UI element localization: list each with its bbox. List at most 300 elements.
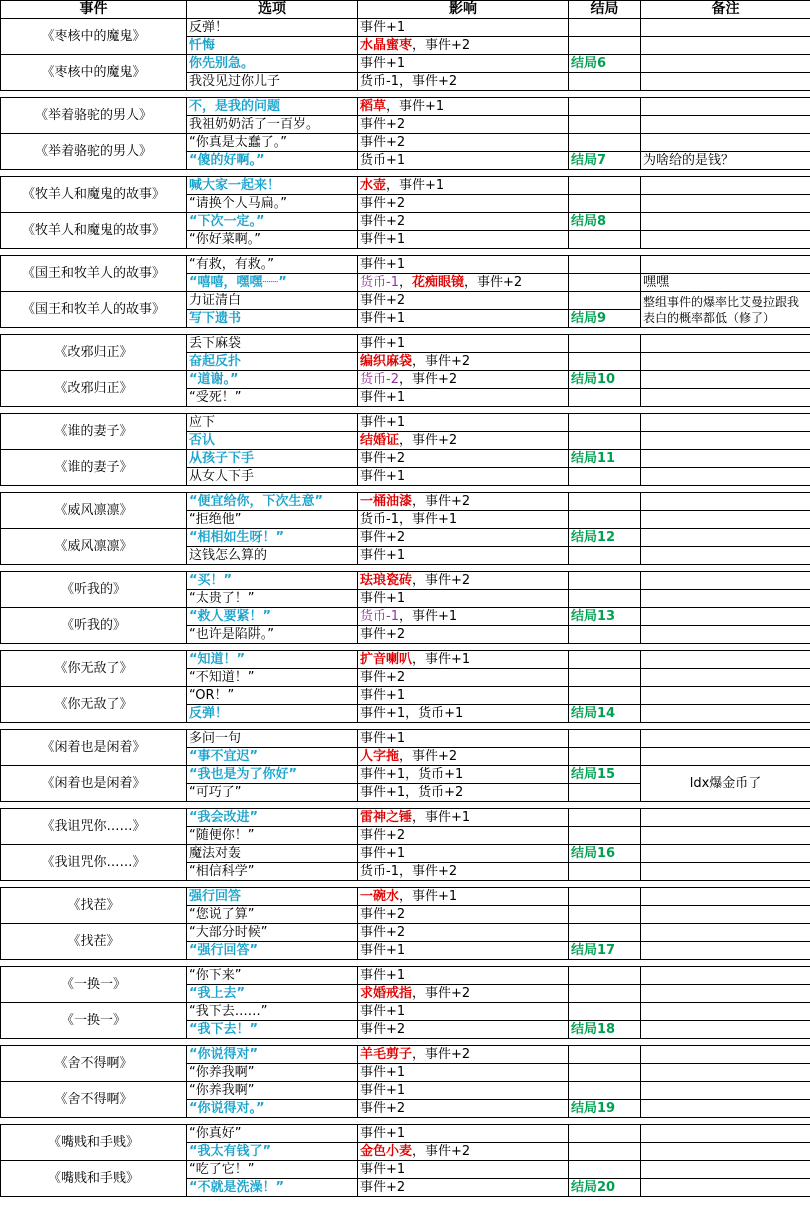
effect-cell bbox=[358, 292, 569, 310]
effect-cell bbox=[358, 888, 569, 906]
effect-text: 货币-2 bbox=[360, 372, 399, 387]
item-reward: 珐琅瓷砖 bbox=[360, 573, 413, 588]
note-cell bbox=[641, 1064, 810, 1082]
effect-text: 事件+2 bbox=[360, 214, 406, 229]
item-reward: 求婚戒指 bbox=[360, 986, 413, 1001]
table-row bbox=[1, 414, 810, 432]
effect-text: 事件+2 bbox=[360, 135, 406, 150]
effect-text: 事件+2 bbox=[360, 828, 406, 843]
note-cell bbox=[641, 730, 810, 748]
section-gap bbox=[1, 723, 810, 730]
option-cell: “知道！” bbox=[187, 651, 358, 669]
event-cell: 《一换一》 bbox=[1, 1003, 187, 1039]
ending-cell bbox=[569, 414, 641, 432]
note-cell bbox=[641, 572, 810, 590]
effect-text: 事件+2 bbox=[360, 1180, 406, 1195]
option-cell: 魔法对轰 bbox=[187, 845, 358, 863]
effect-text: ，事件+2 bbox=[412, 494, 471, 509]
event-cell: 《闲着也是闲着》 bbox=[1, 766, 187, 802]
note-cell bbox=[641, 687, 810, 705]
option-cell: “我太有钱了” bbox=[187, 1143, 358, 1161]
ending-cell bbox=[569, 1082, 641, 1100]
effect-cell bbox=[358, 1161, 569, 1179]
table-row bbox=[1, 213, 810, 231]
ending-cell bbox=[569, 809, 641, 827]
option-cell: “你养我啊” bbox=[187, 1082, 358, 1100]
table-row bbox=[1, 55, 810, 73]
ending-cell bbox=[569, 590, 641, 608]
option-cell: “事不宜迟” bbox=[187, 748, 358, 766]
effect-cell bbox=[358, 177, 569, 195]
option-cell: “相信科学” bbox=[187, 863, 358, 881]
effect-text: 事件+2 bbox=[360, 1101, 406, 1116]
table-header bbox=[1, 1, 810, 19]
effect-text: 事件+1 bbox=[360, 390, 406, 405]
table-row bbox=[1, 809, 810, 827]
note-cell bbox=[641, 414, 810, 432]
event-cell: 《我诅咒你……》 bbox=[1, 809, 187, 845]
note-cell bbox=[641, 863, 810, 881]
section-gap bbox=[1, 170, 810, 177]
effect-text: ，事件+2 bbox=[412, 38, 471, 53]
effect-text: 事件+2 bbox=[360, 907, 406, 922]
effect-cell bbox=[358, 1125, 569, 1143]
event-cell: 《找茬》 bbox=[1, 924, 187, 960]
effect-cell bbox=[358, 152, 569, 170]
effect-cell bbox=[358, 687, 569, 705]
effect-cell bbox=[358, 389, 569, 407]
option-cell: “有救，有救。” bbox=[187, 256, 358, 274]
ending-cell bbox=[569, 353, 641, 371]
event-cell: 《威风凛凛》 bbox=[1, 529, 187, 565]
effect-cell bbox=[358, 730, 569, 748]
note-cell bbox=[641, 1179, 810, 1197]
ending-cell bbox=[569, 468, 641, 486]
option-cell: 从孩子下手 bbox=[187, 450, 358, 468]
note-cell bbox=[641, 371, 810, 389]
effect-text: 事件+2 bbox=[360, 196, 406, 211]
ending-cell bbox=[569, 730, 641, 748]
section-gap bbox=[1, 565, 810, 572]
effect-cell bbox=[358, 967, 569, 985]
event-cell: 《枣核中的魔鬼》 bbox=[1, 55, 187, 91]
table-row bbox=[1, 687, 810, 705]
effect-cell bbox=[358, 529, 569, 547]
effect-text: 货币-1 bbox=[360, 609, 399, 624]
ending-cell bbox=[569, 669, 641, 687]
event-cell: 《听我的》 bbox=[1, 608, 187, 644]
option-cell: “不知道！” bbox=[187, 669, 358, 687]
option-cell: “可巧了” bbox=[187, 784, 358, 802]
table-row bbox=[1, 371, 810, 389]
note-cell bbox=[641, 55, 810, 73]
event-cell: 《国王和牧羊人的故事》 bbox=[1, 292, 187, 328]
table-row bbox=[1, 177, 810, 195]
effect-text: 事件+1 bbox=[360, 232, 406, 247]
effect-cell bbox=[358, 1003, 569, 1021]
effect-cell bbox=[358, 274, 569, 292]
ending-cell bbox=[569, 116, 641, 134]
effect-cell bbox=[358, 1064, 569, 1082]
effect-cell bbox=[358, 73, 569, 91]
option-cell: 我祖奶奶活了一百岁。 bbox=[187, 116, 358, 134]
effect-text: 事件+2 bbox=[360, 117, 406, 132]
effect-cell bbox=[358, 371, 569, 389]
ending-cell bbox=[569, 177, 641, 195]
option-cell: “我下去！” bbox=[187, 1021, 358, 1039]
effect-text: 事件+2 bbox=[360, 293, 406, 308]
note-cell bbox=[641, 985, 810, 1003]
event-cell: 《改邪归正》 bbox=[1, 371, 187, 407]
effect-text: 事件+2 bbox=[360, 1022, 406, 1037]
table-row bbox=[1, 651, 810, 669]
effect-text: ，事件+2 bbox=[412, 573, 471, 588]
effect-cell bbox=[358, 511, 569, 529]
option-cell: “便宜给你，下次生意” bbox=[187, 493, 358, 511]
table-row bbox=[1, 256, 810, 274]
option-cell: 忏悔 bbox=[187, 37, 358, 55]
effect-cell bbox=[358, 784, 569, 802]
ending-cell bbox=[569, 292, 641, 310]
option-cell: 喊大家一起来！ bbox=[187, 177, 358, 195]
effect-cell bbox=[358, 310, 569, 328]
effect-cell bbox=[358, 1100, 569, 1118]
table-row bbox=[1, 450, 810, 468]
ending-cell: 结局10 bbox=[569, 371, 641, 389]
item-reward: 稻草 bbox=[360, 99, 387, 114]
section-gap bbox=[1, 960, 810, 967]
ending-cell: 结局18 bbox=[569, 1021, 641, 1039]
ending-cell bbox=[569, 924, 641, 942]
effect-cell bbox=[358, 134, 569, 152]
effect-cell bbox=[358, 942, 569, 960]
section-gap bbox=[1, 407, 810, 414]
ending-cell: 结局11 bbox=[569, 450, 641, 468]
ending-cell: 结局12 bbox=[569, 529, 641, 547]
effect-cell bbox=[358, 493, 569, 511]
table-row bbox=[1, 967, 810, 985]
ending-cell: 结局17 bbox=[569, 942, 641, 960]
effect-cell bbox=[358, 845, 569, 863]
section-gap bbox=[1, 802, 810, 809]
effect-cell bbox=[358, 1021, 569, 1039]
option-cell: “你真好” bbox=[187, 1125, 358, 1143]
note-cell bbox=[641, 450, 810, 468]
effect-cell bbox=[358, 98, 569, 116]
ending-cell bbox=[569, 195, 641, 213]
effect-cell bbox=[358, 608, 569, 626]
note-cell bbox=[641, 1125, 810, 1143]
option-cell: “随便你！” bbox=[187, 827, 358, 845]
effect-cell bbox=[358, 809, 569, 827]
option-cell: “傻的好啊。” bbox=[187, 152, 358, 170]
note-cell bbox=[641, 353, 810, 371]
ending-cell bbox=[569, 73, 641, 91]
option-cell: “也许是陷阱。” bbox=[187, 626, 358, 644]
event-cell: 《牧羊人和魔鬼的故事》 bbox=[1, 213, 187, 249]
table-row bbox=[1, 730, 810, 748]
effect-text: 事件+1 bbox=[360, 1065, 406, 1080]
option-cell: 我没见过你儿子 bbox=[187, 73, 358, 91]
event-cell: 《闲着也是闲着》 bbox=[1, 730, 187, 766]
event-cell: 《一换一》 bbox=[1, 967, 187, 1003]
note-cell bbox=[641, 73, 810, 91]
ending-cell bbox=[569, 985, 641, 1003]
option-cell: 这钱怎么算的 bbox=[187, 547, 358, 565]
effect-cell bbox=[358, 748, 569, 766]
effect-text: 货币-1，事件+2 bbox=[360, 74, 458, 89]
effect-text: 事件+1 bbox=[360, 548, 406, 563]
event-cell: 《嘴贱和手贱》 bbox=[1, 1125, 187, 1161]
note-cell bbox=[641, 888, 810, 906]
effect-text: ，事件+2 bbox=[412, 1047, 471, 1062]
event-cell: 《你无敌了》 bbox=[1, 687, 187, 723]
ending-cell bbox=[569, 256, 641, 274]
event-cell: 《谁的妻子》 bbox=[1, 414, 187, 450]
ending-cell: 结局7 bbox=[569, 152, 641, 170]
option-cell: “道谢。” bbox=[187, 371, 358, 389]
event-cell: 《找茬》 bbox=[1, 888, 187, 924]
option-cell: “拒绝他” bbox=[187, 511, 358, 529]
option-cell: “你下来” bbox=[187, 967, 358, 985]
section-gap bbox=[1, 328, 810, 335]
note-cell bbox=[641, 967, 810, 985]
effect-text: 事件+1 bbox=[360, 336, 406, 351]
ending-cell bbox=[569, 37, 641, 55]
ending-cell bbox=[569, 888, 641, 906]
option-cell: “我下去……” bbox=[187, 1003, 358, 1021]
note-cell bbox=[641, 669, 810, 687]
ending-cell bbox=[569, 572, 641, 590]
note-cell: 嘿嘿 bbox=[641, 274, 810, 292]
option-cell: “吃了它！” bbox=[187, 1161, 358, 1179]
note-cell bbox=[641, 529, 810, 547]
section-gap bbox=[1, 249, 810, 256]
effect-cell bbox=[358, 19, 569, 37]
option-cell: “嘻嘻，嘿嘿┈┈” bbox=[187, 274, 358, 292]
option-cell: “受死！” bbox=[187, 389, 358, 407]
effect-text: 事件+1，货币+1 bbox=[360, 706, 464, 721]
effect-text: ，事件+1 bbox=[399, 889, 458, 904]
effect-cell bbox=[358, 924, 569, 942]
ending-cell bbox=[569, 231, 641, 249]
note-cell bbox=[641, 256, 810, 274]
ending-cell bbox=[569, 274, 641, 292]
effect-cell bbox=[358, 195, 569, 213]
note-cell bbox=[641, 468, 810, 486]
note-cell bbox=[641, 177, 810, 195]
item-reward: 花痴眼镜 bbox=[411, 275, 464, 290]
effect-cell bbox=[358, 335, 569, 353]
effect-text: 事件+2 bbox=[360, 627, 406, 642]
note-cell bbox=[641, 134, 810, 152]
effect-text: 事件+1，货币+2 bbox=[360, 785, 464, 800]
note-cell bbox=[641, 19, 810, 37]
note-cell: 整组事件的爆率比艾曼拉跟我表白的概率都低（修了） bbox=[641, 292, 810, 328]
effect-cell bbox=[358, 353, 569, 371]
option-cell: 奋起反扑 bbox=[187, 353, 358, 371]
item-reward: 编织麻袋 bbox=[360, 354, 413, 369]
section-gap bbox=[1, 644, 810, 651]
effect-text: 货币-1，事件+1 bbox=[360, 512, 458, 527]
ending-cell bbox=[569, 432, 641, 450]
effect-text: 事件+1 bbox=[360, 943, 406, 958]
effect-text: ， bbox=[398, 275, 412, 290]
table-body bbox=[1, 19, 810, 1197]
event-cell: 《举着骆驼的男人》 bbox=[1, 134, 187, 170]
effect-text: 货币+1 bbox=[360, 153, 406, 168]
header-note: 备注 bbox=[641, 1, 810, 19]
effect-cell bbox=[358, 863, 569, 881]
option-cell: 从女人下手 bbox=[187, 468, 358, 486]
ending-cell bbox=[569, 748, 641, 766]
ending-cell bbox=[569, 547, 641, 565]
item-reward: 水壶 bbox=[360, 178, 387, 193]
effect-cell bbox=[358, 1143, 569, 1161]
effect-text: ，事件+2 bbox=[412, 1144, 471, 1159]
effect-text: ，事件+1 bbox=[386, 178, 445, 193]
effect-cell bbox=[358, 37, 569, 55]
ending-cell bbox=[569, 19, 641, 37]
item-reward: 水晶蜜枣 bbox=[360, 38, 413, 53]
note-cell bbox=[641, 1161, 810, 1179]
option-cell: “我会改进” bbox=[187, 809, 358, 827]
option-cell: “你说得对。” bbox=[187, 1100, 358, 1118]
effect-cell bbox=[358, 1046, 569, 1064]
effect-cell bbox=[358, 669, 569, 687]
ending-cell bbox=[569, 1125, 641, 1143]
ending-cell: 结局20 bbox=[569, 1179, 641, 1197]
table-row bbox=[1, 134, 810, 152]
event-cell: 《举着骆驼的男人》 bbox=[1, 98, 187, 134]
ending-cell bbox=[569, 626, 641, 644]
effect-text: 事件+1 bbox=[360, 415, 406, 430]
effect-text: 事件+2 bbox=[360, 451, 406, 466]
effect-text: ，事件+2 bbox=[399, 433, 458, 448]
note-cell bbox=[641, 493, 810, 511]
item-reward: 一碗水 bbox=[360, 889, 400, 904]
effect-text: 事件+2 bbox=[360, 670, 406, 685]
item-reward: 雷神之锤 bbox=[360, 810, 413, 825]
effect-text: 事件+1 bbox=[360, 1083, 406, 1098]
effect-text: ，事件+2 bbox=[412, 354, 471, 369]
effect-text: 事件+1 bbox=[360, 20, 406, 35]
option-cell: “大部分时候” bbox=[187, 924, 358, 942]
effect-text: 事件+1 bbox=[360, 731, 406, 746]
header-ending: 结局 bbox=[569, 1, 641, 19]
event-cell: 《改邪归正》 bbox=[1, 335, 187, 371]
option-cell: 多问一句 bbox=[187, 730, 358, 748]
note-cell bbox=[641, 924, 810, 942]
effect-text: 事件+1 bbox=[360, 688, 406, 703]
option-cell: “强行回答” bbox=[187, 942, 358, 960]
effect-cell bbox=[358, 432, 569, 450]
table-row bbox=[1, 1161, 810, 1179]
option-cell: “我上去” bbox=[187, 985, 358, 1003]
option-cell: “太贵了！” bbox=[187, 590, 358, 608]
table-row bbox=[1, 608, 810, 626]
note-cell bbox=[641, 1100, 810, 1118]
effect-text: 事件+1 bbox=[360, 311, 406, 326]
effect-cell bbox=[358, 213, 569, 231]
note-cell bbox=[641, 1021, 810, 1039]
effect-text: 事件+1 bbox=[360, 469, 406, 484]
header-effect: 影响 bbox=[358, 1, 569, 19]
effect-cell bbox=[358, 766, 569, 784]
table-row bbox=[1, 1046, 810, 1064]
option-cell: “你真是太蠢了。” bbox=[187, 134, 358, 152]
ending-cell bbox=[569, 906, 641, 924]
event-cell: 《国王和牧羊人的故事》 bbox=[1, 256, 187, 292]
effect-text: ，事件+1 bbox=[398, 609, 458, 624]
table-row bbox=[1, 888, 810, 906]
ending-cell bbox=[569, 493, 641, 511]
effect-text: ，事件+2 bbox=[464, 275, 523, 290]
note-cell bbox=[641, 98, 810, 116]
note-cell bbox=[641, 335, 810, 353]
note-cell bbox=[641, 231, 810, 249]
option-cell: “您说了算” bbox=[187, 906, 358, 924]
ending-cell: 结局16 bbox=[569, 845, 641, 863]
ending-cell bbox=[569, 784, 641, 802]
table-row bbox=[1, 493, 810, 511]
table-row bbox=[1, 572, 810, 590]
note-cell bbox=[641, 213, 810, 231]
effect-text: 事件+1 bbox=[360, 591, 406, 606]
note-cell bbox=[641, 1143, 810, 1161]
note-cell bbox=[641, 116, 810, 134]
effect-text: 货币-1，事件+2 bbox=[360, 864, 458, 879]
effect-cell bbox=[358, 450, 569, 468]
table-row bbox=[1, 1082, 810, 1100]
option-cell: “请换个人马扁。” bbox=[187, 195, 358, 213]
option-cell: 反弹！ bbox=[187, 705, 358, 723]
note-cell bbox=[641, 389, 810, 407]
effect-cell bbox=[358, 256, 569, 274]
effect-text: 事件+1 bbox=[360, 846, 406, 861]
option-cell: “你好菜啊。” bbox=[187, 231, 358, 249]
option-cell: 写下遗书 bbox=[187, 310, 358, 328]
effect-cell bbox=[358, 468, 569, 486]
option-cell: 不，是我的问题 bbox=[187, 98, 358, 116]
effect-text: ，事件+1 bbox=[412, 810, 471, 825]
effect-text: 事件+2 bbox=[360, 530, 406, 545]
note-cell bbox=[641, 748, 810, 766]
note-cell bbox=[641, 626, 810, 644]
section-gap bbox=[1, 1118, 810, 1125]
ending-cell: 结局8 bbox=[569, 213, 641, 231]
effect-text: ，事件+2 bbox=[398, 372, 458, 387]
option-cell: “救人要紧！” bbox=[187, 608, 358, 626]
option-cell: 应下 bbox=[187, 414, 358, 432]
option-cell: “你养我啊” bbox=[187, 1064, 358, 1082]
effect-cell bbox=[358, 414, 569, 432]
effect-cell bbox=[358, 626, 569, 644]
effect-text: ，事件+1 bbox=[412, 652, 471, 667]
effect-text: 事件+1 bbox=[360, 56, 406, 71]
ending-cell: 结局15 bbox=[569, 766, 641, 784]
option-cell: 丢下麻袋 bbox=[187, 335, 358, 353]
note-cell bbox=[641, 37, 810, 55]
note-cell bbox=[641, 195, 810, 213]
note-cell: 为啥给的是钱？ bbox=[641, 152, 810, 170]
note-cell bbox=[641, 906, 810, 924]
ending-cell bbox=[569, 511, 641, 529]
header-event: 事件 bbox=[1, 1, 187, 19]
table-row bbox=[1, 1125, 810, 1143]
note-cell bbox=[641, 1003, 810, 1021]
note-cell bbox=[641, 942, 810, 960]
